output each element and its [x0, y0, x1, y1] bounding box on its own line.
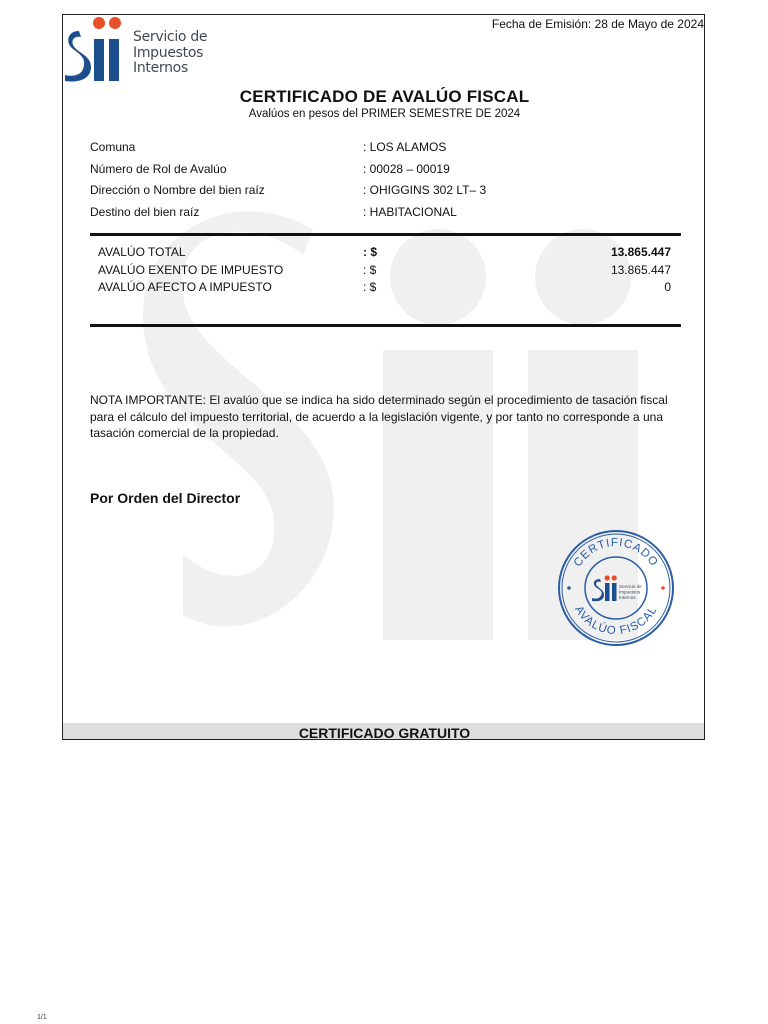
valuation-amount-afecto: 0: [664, 280, 671, 294]
info-value-direccion: : OHIGGINS 302 LT– 3: [363, 183, 487, 197]
org-name-line2: Impuestos: [133, 44, 204, 61]
certificate-document: [62, 14, 705, 740]
valuation-label-exento: AVALÚO EXENTO DE IMPUESTO: [98, 263, 284, 277]
org-name-line3: Internos: [133, 60, 188, 76]
valuation-amount-exento: 13.865.447: [610, 263, 671, 277]
valuation-currency-total: : $: [363, 245, 378, 259]
divider-bottom: [90, 324, 681, 327]
sii-logo-icon: [63, 15, 133, 85]
divider-top: [90, 233, 681, 236]
seal-bottom-text: AVALÚO FISCAL: [572, 604, 660, 638]
document-title: CERTIFICADO DE AVALÚO FISCAL: [239, 87, 530, 106]
seal-top-text: CERTIFICADO: [571, 536, 661, 570]
important-note: NOTA IMPORTANTE: El avalúo que se indica ha sido determinado según el procedimiento de tasación fiscal para el cálculo del impuesto territorial, de acuerdo a la legislación vigente, y por tanto no corresponde a una tasación comercial de la propiedad.: [90, 393, 668, 440]
certificate-seal-icon: [557, 529, 675, 647]
valuation-label-afecto: AVALÚO AFECTO A IMPUESTO: [98, 280, 272, 294]
info-value-destino: : HABITACIONAL: [363, 205, 457, 219]
org-name: [133, 30, 207, 77]
info-label-direccion: Dirección o Nombre del bien raíz: [90, 183, 265, 197]
valuation-currency-exento: : $: [363, 263, 377, 277]
seal-org-line2: Impuestos: [619, 589, 641, 595]
footer-banner: CERTIFICADO GRATUITO: [63, 723, 705, 740]
info-value-comuna: : LOS ALAMOS: [363, 140, 447, 154]
info-value-rol: : 00028 – 00019: [363, 162, 450, 176]
seal-org-line1: Servicio de: [619, 584, 642, 589]
info-label-comuna: Comuna: [90, 140, 136, 154]
emission-date: Fecha de Emisión: 28 de Mayo de 2024: [491, 17, 704, 31]
document-subtitle: Avalúos en pesos del PRIMER SEMESTRE DE 2024: [248, 108, 521, 120]
valuation-currency-afecto: : $: [363, 280, 377, 294]
info-label-rol: Número de Rol de Avalúo: [90, 162, 227, 176]
org-name-line1: Servicio de: [133, 29, 208, 45]
valuation-amount-total: 13.865.447: [610, 245, 671, 259]
info-label-destino: Destino del bien raíz: [90, 205, 200, 219]
valuation-label-total: AVALÚO TOTAL: [98, 245, 186, 259]
seal-org-line3: Internos: [619, 595, 636, 600]
seal-sii-icon: [592, 575, 617, 601]
director-signature-line: Por Orden del Director: [90, 490, 241, 506]
page-number: 1/1: [37, 1014, 47, 1021]
